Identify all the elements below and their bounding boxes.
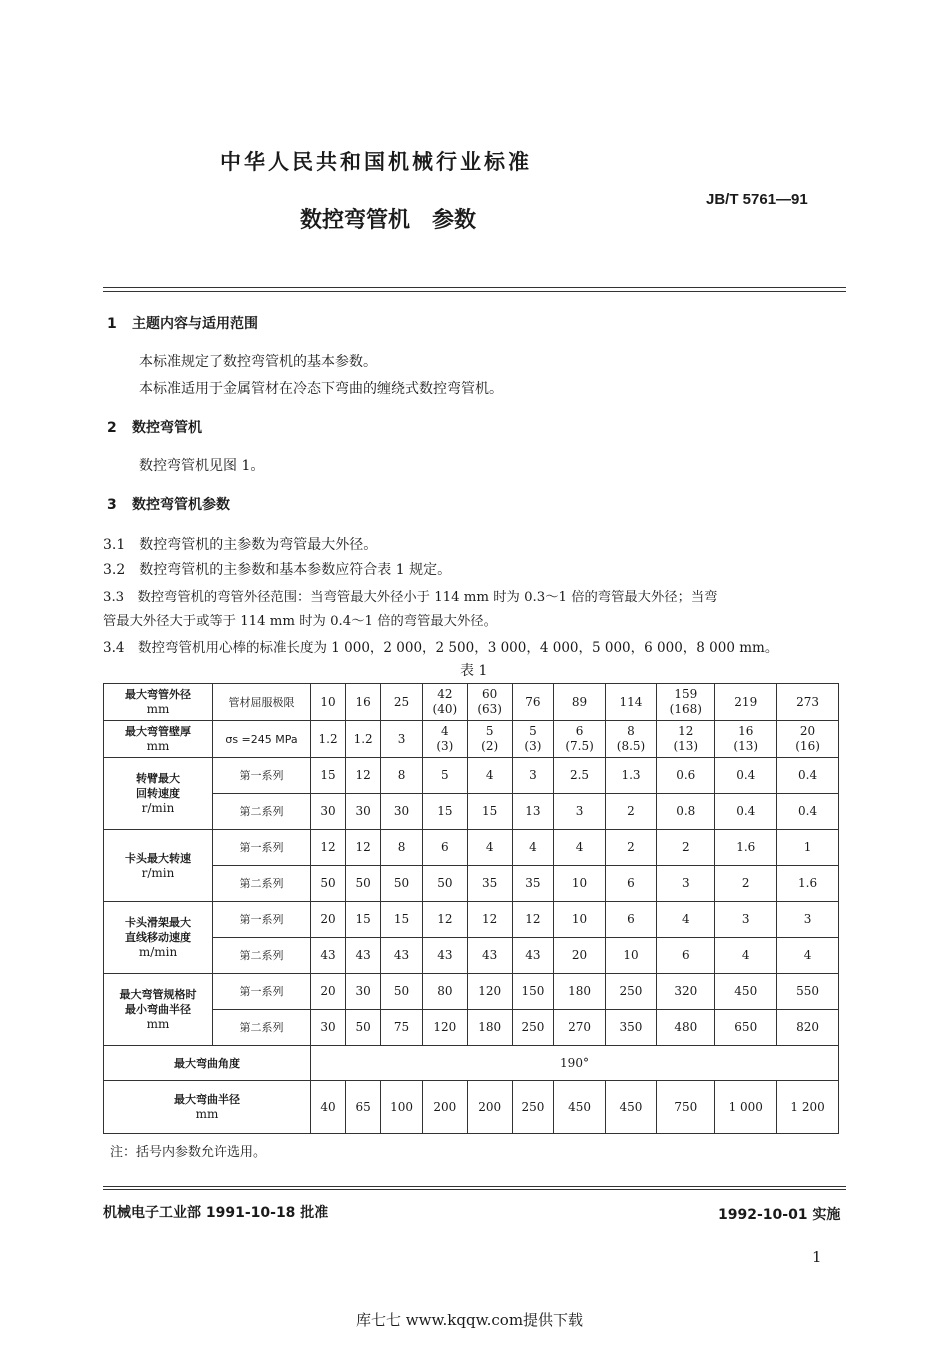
paragraph: 本标准适用于金属管材在冷态下弯曲的缠绕式数控弯管机。 — [139, 381, 503, 397]
value-cell: 12 — [422, 902, 467, 938]
value-cell: 320 — [657, 974, 715, 1010]
value-cell: 15 — [467, 794, 512, 830]
value-cell: 650 — [715, 1010, 777, 1046]
value-cell: 2.5 — [554, 758, 605, 794]
parameter-label-cell — [104, 758, 213, 830]
max-radius-cell: 450 — [554, 1081, 605, 1134]
effective-date: 1992-10-01 实施 — [718, 1207, 841, 1223]
value-cell: 0.6 — [657, 758, 715, 794]
clause-3-3: 3.3 数控弯管机的弯管外径范围：当弯管最大外径小于 114 mm 时为 0.3～1 倍的弯管最大外径；当弯 — [103, 590, 718, 605]
section-1-heading — [107, 313, 258, 333]
table-row — [104, 830, 839, 866]
section-title: 数控弯管机 — [132, 420, 202, 436]
value-cell: 12 — [311, 830, 346, 866]
wall-cell: 12 (13) — [657, 721, 715, 758]
diameter-cell: 219 — [715, 684, 777, 721]
value-cell: 480 — [657, 1010, 715, 1046]
wall-cell: 20 (16) — [777, 721, 839, 758]
max-radius-cell: 750 — [657, 1081, 715, 1134]
od-label-cell — [104, 684, 213, 721]
row-label: 最大弯管外径 — [125, 688, 191, 701]
value-cell: 4 — [467, 830, 512, 866]
diameter-cell: 60 (63) — [467, 684, 512, 721]
value-cell: 4 — [777, 938, 839, 974]
value-cell: 3 — [777, 902, 839, 938]
table-row — [104, 902, 839, 938]
diameter-cell: 10 — [311, 684, 346, 721]
clause-3-2: 3.2 数控弯管机的主参数和基本参数应符合表 1 规定。 — [103, 562, 452, 578]
row-label: 最大弯曲半径 — [174, 1093, 240, 1106]
max-angle-label-cell — [104, 1046, 311, 1081]
value-cell: 43 — [311, 938, 346, 974]
value-cell: 20 — [554, 938, 605, 974]
value-cell: 43 — [512, 938, 554, 974]
section-title: 数控弯管机参数 — [132, 497, 230, 513]
value-cell: 43 — [467, 938, 512, 974]
value-cell: 50 — [346, 1010, 381, 1046]
row-label: 卡头滑架最大 直线移动速度 — [125, 916, 191, 944]
value-cell: 3 — [512, 758, 554, 794]
footer-divider-bottom — [103, 1189, 846, 1190]
parameter-label-cell — [104, 974, 213, 1046]
wall-label-cell — [104, 721, 213, 758]
value-cell: 50 — [422, 866, 467, 902]
value-cell: 6 — [422, 830, 467, 866]
yield-value-cell: σs =245 MPa — [213, 721, 311, 758]
value-cell: 43 — [346, 938, 381, 974]
value-cell: 4 — [512, 830, 554, 866]
table-caption: 表 1 — [460, 663, 488, 679]
footer-divider-top — [103, 1186, 846, 1187]
value-cell: 13 — [512, 794, 554, 830]
value-cell: 43 — [422, 938, 467, 974]
table-row — [104, 1010, 839, 1046]
yield-label-cell: 管材屈服极限 — [213, 684, 311, 721]
row-label: 最大弯管壁厚 — [125, 725, 191, 738]
row-unit: mm — [146, 1017, 170, 1031]
wall-cell: 6 (7.5) — [554, 721, 605, 758]
wall-cell: 3 — [381, 721, 423, 758]
value-cell: 4 — [554, 830, 605, 866]
value-cell: 15 — [422, 794, 467, 830]
paragraph: 本标准规定了数控弯管机的基本参数。 — [139, 354, 377, 370]
series-label-cell: 第一系列 — [213, 974, 311, 1010]
page-number: 1 — [812, 1248, 822, 1266]
max-angle-value-cell: 190° — [311, 1046, 839, 1081]
table-row — [104, 684, 839, 721]
clause-3-1: 3.1 数控弯管机的主参数为弯管最大外径。 — [103, 537, 378, 553]
row-label: 最大弯曲角度 — [174, 1056, 240, 1070]
value-cell: 50 — [311, 866, 346, 902]
value-cell: 12 — [467, 902, 512, 938]
value-cell: 6 — [605, 866, 656, 902]
series-label-cell: 第一系列 — [213, 830, 311, 866]
value-cell: 75 — [381, 1010, 423, 1046]
table-row — [104, 938, 839, 974]
row-unit: mm — [146, 702, 170, 716]
value-cell: 15 — [311, 758, 346, 794]
value-cell: 1.3 — [605, 758, 656, 794]
value-cell: 50 — [346, 866, 381, 902]
value-cell: 0.4 — [777, 794, 839, 830]
value-cell: 0.4 — [777, 758, 839, 794]
value-cell: 10 — [554, 866, 605, 902]
value-cell: 30 — [311, 1010, 346, 1046]
value-cell: 150 — [512, 974, 554, 1010]
series-label-cell: 第一系列 — [213, 902, 311, 938]
parameters-table-body — [104, 684, 839, 1134]
parameter-label-cell — [104, 902, 213, 974]
value-cell: 30 — [311, 794, 346, 830]
value-cell: 1 — [777, 830, 839, 866]
value-cell: 120 — [422, 1010, 467, 1046]
value-cell: 10 — [605, 938, 656, 974]
row-unit: mm — [146, 739, 170, 753]
value-cell: 10 — [554, 902, 605, 938]
clause-3-3-continued: 管最大外径大于或等于 114 mm 时为 0.4～1 倍的弯管最大外径。 — [103, 614, 497, 629]
row-unit: r/min — [141, 865, 175, 880]
section-number: 1 — [107, 316, 117, 332]
value-cell: 50 — [381, 974, 423, 1010]
table-row — [104, 794, 839, 830]
value-cell: 120 — [467, 974, 512, 1010]
value-cell: 0.4 — [715, 758, 777, 794]
value-cell: 180 — [467, 1010, 512, 1046]
max-radius-cell: 200 — [422, 1081, 467, 1134]
row-unit: mm — [195, 1107, 219, 1121]
table-row — [104, 758, 839, 794]
section-3-heading — [107, 494, 230, 514]
diameter-cell: 114 — [605, 684, 656, 721]
value-cell: 4 — [657, 902, 715, 938]
table-row — [104, 974, 839, 1010]
value-cell: 2 — [605, 830, 656, 866]
wall-cell: 16 (13) — [715, 721, 777, 758]
parameters-table — [103, 683, 839, 1134]
value-cell: 3 — [657, 866, 715, 902]
wall-cell: 1.2 — [311, 721, 346, 758]
series-label-cell: 第二系列 — [213, 794, 311, 830]
value-cell: 30 — [346, 974, 381, 1010]
table-note: 注：括号内参数允许选用。 — [110, 1145, 267, 1160]
value-cell: 80 — [422, 974, 467, 1010]
parameter-label-cell — [104, 830, 213, 902]
row-label: 转臂最大 回转速度 — [136, 772, 180, 800]
clause-3-4: 3.4 数控弯管机用心棒的标准长度为 1 000，2 000，2 500，3 000，4 000，5 000，6 000，8 000 mm。 — [103, 640, 779, 656]
value-cell: 43 — [381, 938, 423, 974]
max-radius-label-cell — [104, 1081, 311, 1134]
table-row — [104, 866, 839, 902]
value-cell: 3 — [554, 794, 605, 830]
doc-title: 数控弯管机 参数 — [300, 208, 477, 233]
row-unit: m/min — [138, 945, 178, 959]
section-number: 3 — [107, 497, 117, 513]
approval-line: 机械电子工业部 1991-10-18 批准 — [103, 1205, 329, 1221]
value-cell: 35 — [512, 866, 554, 902]
diameter-cell: 76 — [512, 684, 554, 721]
diameter-cell: 16 — [346, 684, 381, 721]
value-cell: 250 — [605, 974, 656, 1010]
series-label-cell: 第一系列 — [213, 758, 311, 794]
value-cell: 0.4 — [715, 794, 777, 830]
max-radius-cell: 250 — [512, 1081, 554, 1134]
table-row — [104, 1081, 839, 1134]
value-cell: 6 — [605, 902, 656, 938]
wall-cell: 4 (3) — [422, 721, 467, 758]
wall-cell: 1.2 — [346, 721, 381, 758]
value-cell: 820 — [777, 1010, 839, 1046]
value-cell: 4 — [715, 938, 777, 974]
diameter-cell: 42 (40) — [422, 684, 467, 721]
section-number: 2 — [107, 420, 117, 436]
value-cell: 2 — [715, 866, 777, 902]
value-cell: 30 — [381, 794, 423, 830]
value-cell: 1.6 — [715, 830, 777, 866]
value-cell: 450 — [715, 974, 777, 1010]
paragraph: 数控弯管机见图 1。 — [139, 458, 265, 474]
value-cell: 15 — [346, 902, 381, 938]
section-title: 主题内容与适用范围 — [132, 316, 258, 332]
max-radius-cell: 100 — [381, 1081, 423, 1134]
value-cell: 8 — [381, 758, 423, 794]
value-cell: 8 — [381, 830, 423, 866]
value-cell: 12 — [346, 830, 381, 866]
max-radius-cell: 1 200 — [777, 1081, 839, 1134]
section-2-heading — [107, 417, 202, 437]
value-cell: 4 — [467, 758, 512, 794]
value-cell: 1.6 — [777, 866, 839, 902]
value-cell: 12 — [346, 758, 381, 794]
value-cell: 2 — [657, 830, 715, 866]
value-cell: 12 — [512, 902, 554, 938]
value-cell: 0.8 — [657, 794, 715, 830]
value-cell: 270 — [554, 1010, 605, 1046]
value-cell: 3 — [715, 902, 777, 938]
value-cell: 30 — [346, 794, 381, 830]
wall-cell: 5 (2) — [467, 721, 512, 758]
series-label-cell: 第二系列 — [213, 938, 311, 974]
divider-double-top — [103, 287, 846, 288]
wall-cell: 5 (3) — [512, 721, 554, 758]
wall-cell: 8 (8.5) — [605, 721, 656, 758]
value-cell: 20 — [311, 974, 346, 1010]
row-label: 最大弯管规格时 最小弯曲半径 — [119, 988, 197, 1016]
value-cell: 250 — [512, 1010, 554, 1046]
value-cell: 5 — [422, 758, 467, 794]
row-unit: r/min — [141, 801, 175, 815]
standard-number: JB/T 5761—91 — [706, 191, 808, 208]
value-cell: 35 — [467, 866, 512, 902]
series-label-cell: 第二系列 — [213, 866, 311, 902]
max-radius-cell: 65 — [346, 1081, 381, 1134]
value-cell: 2 — [605, 794, 656, 830]
table-row — [104, 721, 839, 758]
row-label: 卡头最大转速 — [125, 851, 191, 865]
table-row — [104, 1046, 839, 1081]
download-site-credit: 库七七 www.kqqw.com提供下载 — [356, 1311, 584, 1329]
diameter-cell: 273 — [777, 684, 839, 721]
org-title: 中华人民共和国机械行业标准 — [220, 150, 532, 174]
value-cell: 550 — [777, 974, 839, 1010]
diameter-cell: 25 — [381, 684, 423, 721]
value-cell: 15 — [381, 902, 423, 938]
value-cell: 350 — [605, 1010, 656, 1046]
max-radius-cell: 40 — [311, 1081, 346, 1134]
max-radius-cell: 1 000 — [715, 1081, 777, 1134]
value-cell: 20 — [311, 902, 346, 938]
max-radius-cell: 450 — [605, 1081, 656, 1134]
value-cell: 180 — [554, 974, 605, 1010]
value-cell: 50 — [381, 866, 423, 902]
divider-double-bottom — [103, 291, 846, 292]
diameter-cell: 89 — [554, 684, 605, 721]
series-label-cell: 第二系列 — [213, 1010, 311, 1046]
max-radius-cell: 200 — [467, 1081, 512, 1134]
value-cell: 6 — [657, 938, 715, 974]
diameter-cell: 159 (168) — [657, 684, 715, 721]
